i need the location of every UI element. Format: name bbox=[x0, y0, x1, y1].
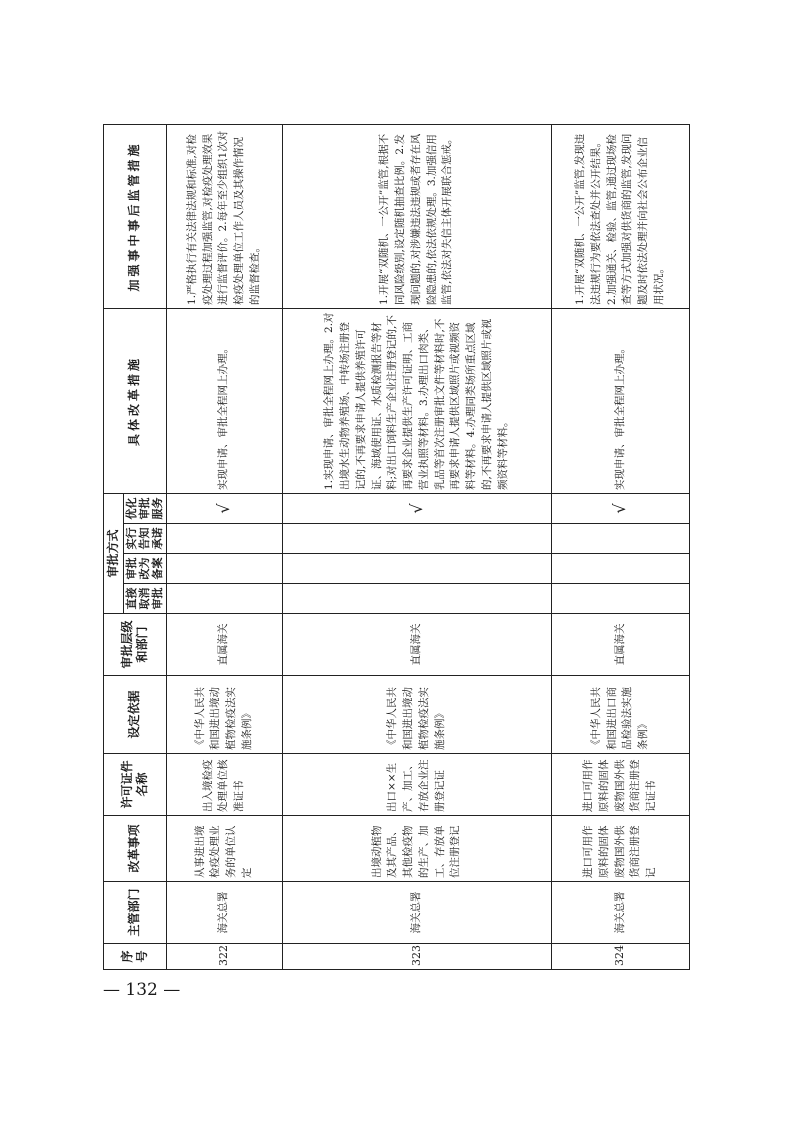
reform-table bbox=[103, 124, 690, 970]
cell-cancel bbox=[551, 584, 689, 614]
table-row bbox=[282, 124, 551, 969]
cell-item: 进口可用作原料的固体废物国外供货商注册登记 bbox=[551, 816, 689, 882]
cell-filing bbox=[282, 554, 551, 584]
header-mode: 审批方式 bbox=[104, 493, 124, 613]
cell-basis: 《中华人民共和国进出境动植物检疫法实施条例》 bbox=[166, 676, 282, 754]
page-number: — 132 — bbox=[103, 980, 181, 1000]
cell-optimize-check: √ bbox=[551, 493, 689, 523]
table-row bbox=[166, 124, 282, 969]
cell-dept: 海关总署 bbox=[166, 882, 282, 944]
cell-cancel bbox=[166, 584, 282, 614]
cell-supervision: 1.严格执行有关法律法规和标准,对检疫处理过程加强监管,对检疫处理效果进行监督评价。2.每年至少组织1次对检疫处理单位工作人员及其操作情况的监督检查。 bbox=[166, 124, 282, 308]
header-basis: 设定依据 bbox=[104, 676, 167, 754]
cell-notify bbox=[551, 524, 689, 554]
header-measures: 具体改革措施 bbox=[104, 308, 167, 493]
header-row-1 bbox=[104, 124, 124, 969]
header-mode-cancel: 直接取消审批 bbox=[124, 584, 167, 614]
cell-notify bbox=[282, 524, 551, 554]
header-level: 审批层级和部门 bbox=[104, 614, 167, 676]
cell-basis: 《中华人民共和国进出口商品检验法实施条例》 bbox=[551, 676, 689, 754]
cell-notify bbox=[166, 524, 282, 554]
cell-item: 出境动植物及其产品、其他检疫物的生产、加工、存放单位注册登记 bbox=[282, 816, 551, 882]
header-item: 改革事项 bbox=[104, 816, 167, 882]
cell-measures: 实现申请、审批全程网上办理。 bbox=[166, 308, 282, 493]
header-mode-optimize: 优化审批服务 bbox=[124, 493, 167, 523]
cell-optimize-check: √ bbox=[282, 493, 551, 523]
header-supervision: 加强事中事后监管措施 bbox=[104, 124, 167, 308]
cell-supervision: 1.开展“双随机、一公开”监管,发现违法违规行为要依法查处并公开结果。2.加强通关、检验、监管,通过现场检查等方式加强对供货商的监管,发现问题及时依法处理并向社会公布企业信用状况。 bbox=[551, 124, 689, 308]
cell-level: 直属海关 bbox=[166, 614, 282, 676]
cell-supervision: 1.开展“双随机、一公开”监管,根据不同风险级别,设定随机抽查比例。2.发现问题的,对涉嫌违法违规或者存在风险隐患的,依法依规处理。3.加强信用监管,依法对失信主体开展联合惩戒。 bbox=[282, 124, 551, 308]
header-mode-filing: 审批改为备案 bbox=[124, 554, 167, 584]
cell-seq: 324 bbox=[551, 944, 689, 970]
cell-license: 出口××生产、加工、存放企业注册登记证 bbox=[282, 754, 551, 816]
header-dept: 主管部门 bbox=[104, 882, 167, 944]
cell-license: 进口可用作原料的固体废物国外供货商注册登记证书 bbox=[551, 754, 689, 816]
cell-seq: 323 bbox=[282, 944, 551, 970]
header-seq: 序号 bbox=[104, 944, 167, 970]
cell-dept: 海关总署 bbox=[551, 882, 689, 944]
header-license: 许可证件名称 bbox=[104, 754, 167, 816]
cell-item: 从事进出境检疫处理业务的单位认定 bbox=[166, 816, 282, 882]
cell-dept: 海关总署 bbox=[282, 882, 551, 944]
cell-basis: 《中华人民共和国进出境动植物检疫法实施条例》 bbox=[282, 676, 551, 754]
header-mode-notify: 实行告知承诺 bbox=[124, 524, 167, 554]
cell-level: 直属海关 bbox=[551, 614, 689, 676]
cell-cancel bbox=[282, 584, 551, 614]
cell-seq: 322 bbox=[166, 944, 282, 970]
cell-optimize-check: √ bbox=[166, 493, 282, 523]
table-row bbox=[551, 124, 689, 969]
cell-filing bbox=[551, 554, 689, 584]
rotated-table-wrapper bbox=[103, 125, 690, 970]
cell-level: 直属海关 bbox=[282, 614, 551, 676]
cell-license: 出入境检疫处理单位核准证书 bbox=[166, 754, 282, 816]
cell-filing bbox=[166, 554, 282, 584]
cell-measures: 实现申请、审批全程网上办理。 bbox=[551, 308, 689, 493]
cell-measures: 1.实现申请、审批全程网上办理。2.对出境水生动物养殖场、中转场注册登记的,不再要求申请人提供养殖许可证、海域使用证、水质检测报告等材料;对出口饲料生产企业注册登记的,不再要求企业提供生产许可证明、工商营业执照等材料。3.办理出口肉类、乳品等首次注册审批文件等材料时,不再要求申请人提供区域照片或视频资料等材料。4.办理同类场所重点区域的,不再要求申请人提供区域照片或视频资料等材料。 bbox=[282, 308, 551, 493]
